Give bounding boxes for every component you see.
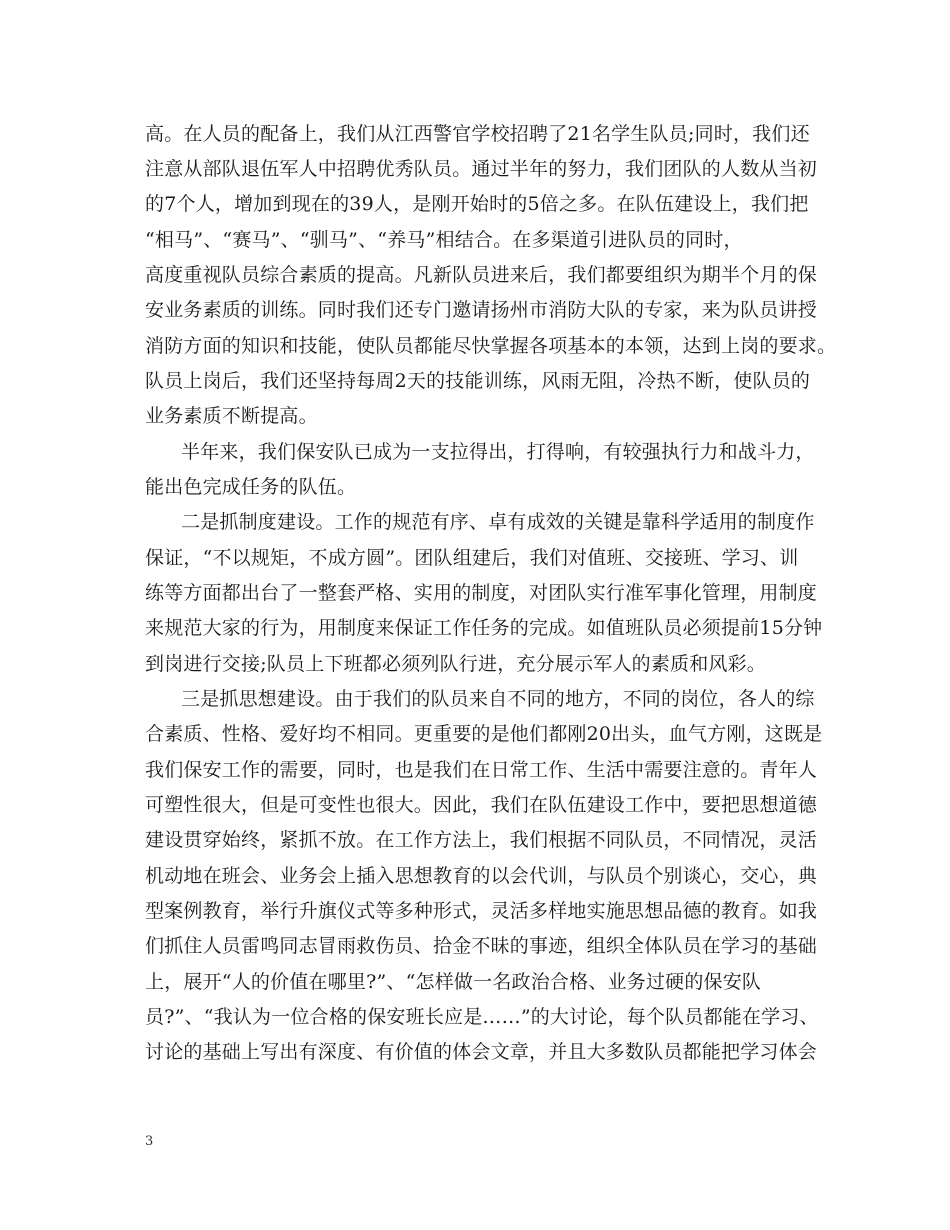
text-line: 建设贯穿始终，紧抓不放。在工作方法上，我们根据不同队员，不同情况，灵活 <box>145 829 818 851</box>
text-line: 机动地在班会、业务会上插入思想教育的以会代训，与队员个别谈心，交心，典 <box>145 865 818 887</box>
text-line: 业务素质不断提高。 <box>145 405 318 427</box>
text-line: 合素质、性格、爱好均不相同。更重要的是他们都刚20出头，血气方刚，这既是 <box>145 723 823 745</box>
text-line: “相马”、“赛马”、“驯马”、“养马”相结合。在多渠道引进队员的同时， <box>145 229 743 251</box>
text-line: 来规范大家的行为，用制度来保证工作任务的完成。如值班队员必须提前15分钟 <box>145 617 823 639</box>
text-line: 型案例教育，举行升旗仪式等多种形式，灵活多样地实施思想品德的教育。如我 <box>145 900 818 922</box>
page-number: 3 <box>145 1134 154 1149</box>
text-line: 高。在人员的配备上，我们从江西警官学校招聘了21名学生队员;同时，我们还 <box>145 123 810 145</box>
text-line: 能出色完成任务的队伍。 <box>145 476 357 498</box>
text-line: 高度重视队员综合素质的提高。凡新队员进来后，我们都要组织为期半个月的保 <box>145 264 818 286</box>
paragraph-first-line: 二是抓制度建设。工作的规范有序、卓有成效的关键是靠科学适用的制度作 <box>181 511 815 533</box>
text-line: 们抓住人员雷鸣同志冒雨救伤员、拾金不昧的事迹，组织全体队员在学习的基础 <box>145 935 818 957</box>
text-line: 保证，“不以规矩，不成方圆”。团队组建后，我们对值班、交接班、学习、训 <box>145 547 799 569</box>
text-line: 安业务素质的训练。同时我们还专门邀请扬州市消防大队的专家，来为队员讲授 <box>145 299 818 321</box>
text-line: 注意从部队退伍军人中招聘优秀队员。通过半年的努力，我们团队的人数从当初 <box>145 158 818 180</box>
text-line: 员?”、“我认为一位合格的保安班长应是……”的大讨论，每个队员都能在学习、 <box>145 1006 819 1028</box>
text-line: 可塑性很大，但是可变性也很大。因此，我们在队伍建设工作中，要把思想道德 <box>145 794 818 816</box>
paragraph-first-line: 半年来，我们保安队已成为一支拉得出，打得响，有较强执行力和战斗力， <box>181 441 815 463</box>
text-line: 练等方面都出台了一整套严格、实用的制度，对团队实行准军事化管理，用制度 <box>145 582 818 604</box>
paragraph-first-line: 三是抓思想建设。由于我们的队员来自不同的地方，不同的岗位，各人的综 <box>181 688 815 710</box>
text-line: 到岗进行交接;队员上下班都必须列队行进，充分展示军人的素质和风彩。 <box>145 653 767 675</box>
text-line: 消防方面的知识和技能，使队员都能尽快掌握各项基本的本领，达到上岗的要求。 <box>145 335 837 357</box>
text-line: 我们保安工作的需要，同时，也是我们在日常工作、生活中需要注意的。青年人 <box>145 759 818 781</box>
text-line: 讨论的基础上写出有深度、有价值的体会文章，并且大多数队员都能把学习体会 <box>145 1041 818 1063</box>
text-line: 队员上岗后，我们还坚持每周2天的技能训练，风雨无阻，冷热不断，使队员的 <box>145 370 811 392</box>
text-line: 的7个人，增加到现在的39人，是刚开始时的5倍之多。在队伍建设上，我们把 <box>145 193 809 215</box>
text-line: 上，展开“人的价值在哪里?”、“怎样做一名政治合格、业务过硬的保安队 <box>145 971 762 993</box>
